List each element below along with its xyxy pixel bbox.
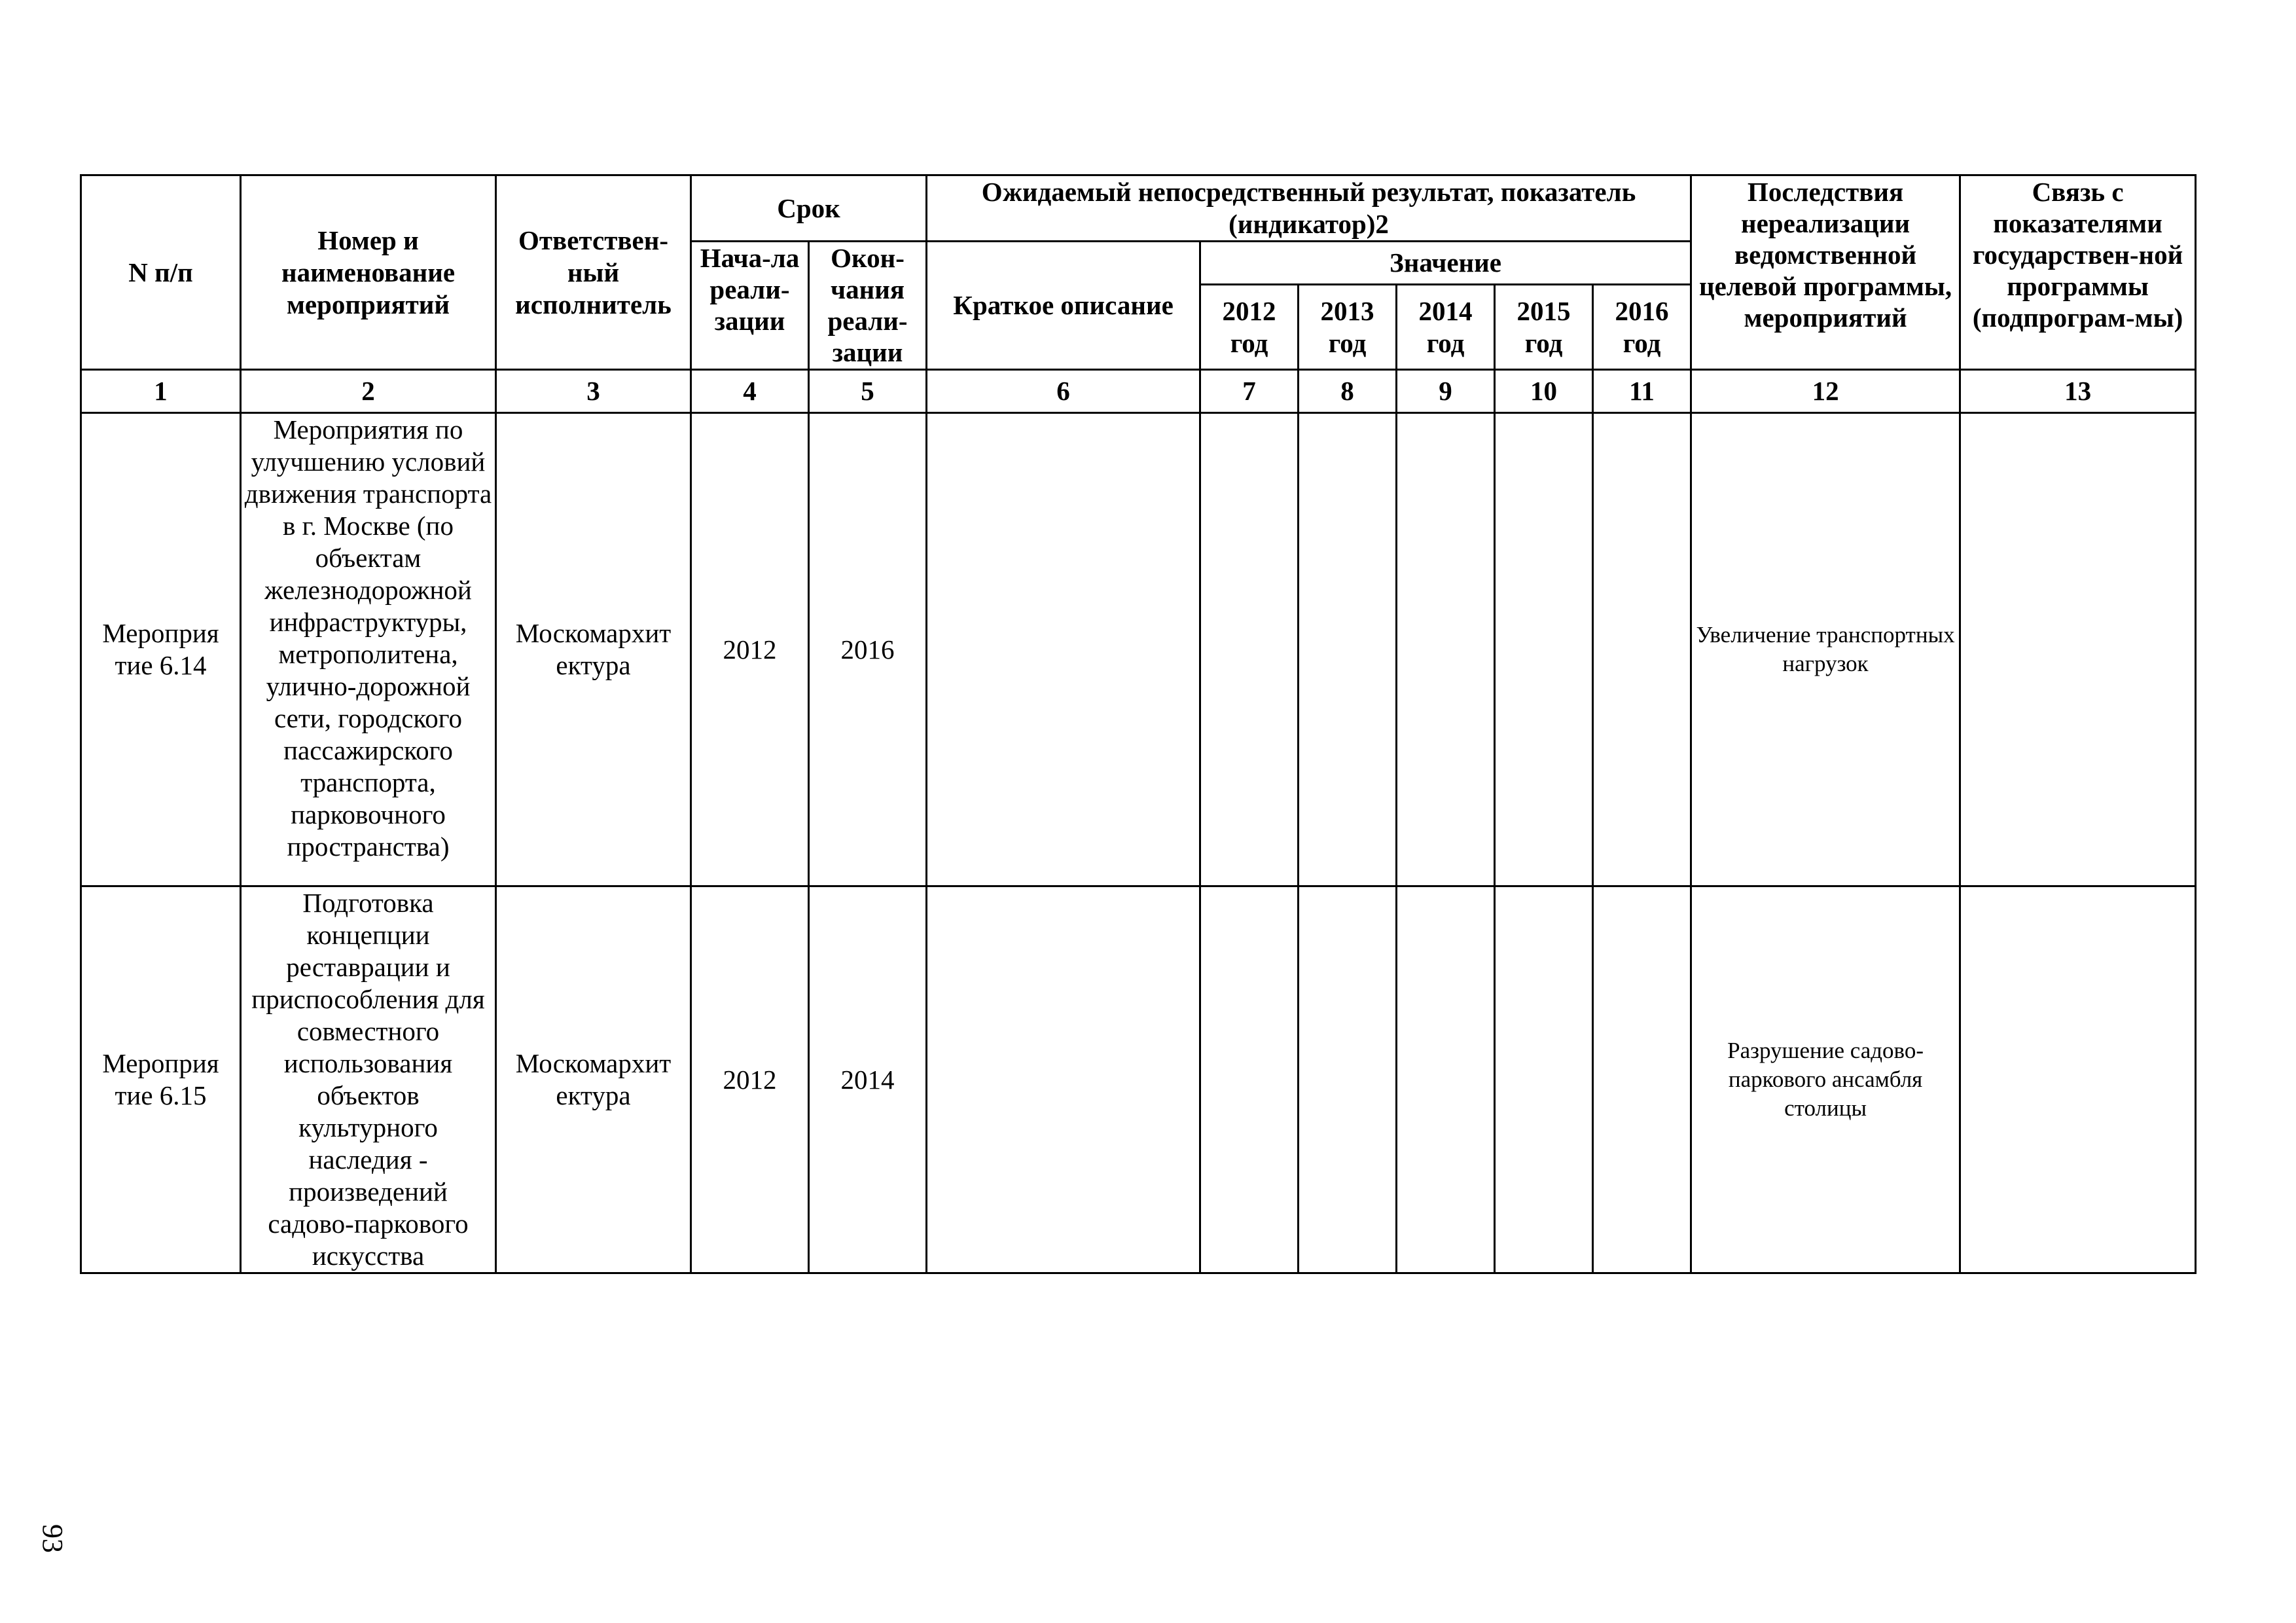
header-name: Номер и наименование мероприятий	[241, 175, 496, 370]
column-number: 9	[1397, 370, 1495, 413]
measure-number: Мероприя тие 6.15	[81, 886, 241, 1273]
header-year-2013: 2013 год	[1299, 285, 1397, 370]
measure-value-2012	[1200, 413, 1299, 886]
measure-consequences: Разрушение садово-паркового ансамбля столицы	[1691, 886, 1960, 1273]
measure-consequences: Увеличение транспортных нагрузок	[1691, 413, 1960, 886]
column-number-row	[81, 370, 2196, 413]
table-row	[81, 886, 2196, 1273]
measure-responsible: Москомархит ектура	[496, 886, 691, 1273]
measure-value-2016	[1593, 413, 1691, 886]
measure-start-year: 2012	[691, 886, 809, 1273]
header-term: Срок	[691, 175, 927, 242]
measure-value-2013	[1299, 886, 1397, 1273]
page-number: 93	[37, 1524, 69, 1553]
measure-value-2014	[1397, 413, 1495, 886]
column-number: 10	[1495, 370, 1593, 413]
column-number: 7	[1200, 370, 1299, 413]
column-number: 13	[1960, 370, 2196, 413]
measure-number: Мероприя тие 6.14	[81, 413, 241, 886]
header-year-2016: 2016 год	[1593, 285, 1691, 370]
header-num: N п/п	[81, 175, 241, 370]
header-value: Значение	[1200, 242, 1691, 285]
column-number: 1	[81, 370, 241, 413]
measure-program-link	[1960, 886, 2196, 1273]
header-responsible: Ответствен-ный исполнитель	[496, 175, 691, 370]
header-expected-result: Ожидаемый непосредственный результат, показатель (индикатор)2	[927, 175, 1691, 242]
header-year-2014: 2014 год	[1397, 285, 1495, 370]
measure-value-2013	[1299, 413, 1397, 886]
header-consequences: Последствия нереализации ведомственной целевой программы, мероприятий	[1691, 175, 1960, 370]
column-number: 11	[1593, 370, 1691, 413]
header-program-link: Связь с показателями государствен-ной программы (подпрограм-мы)	[1960, 175, 2196, 370]
measure-value-2012	[1200, 886, 1299, 1273]
measure-end-year: 2016	[809, 413, 927, 886]
header-row-1	[81, 175, 2196, 242]
measure-value-2015	[1495, 413, 1593, 886]
measure-value-2015	[1495, 886, 1593, 1273]
header-year-2012: 2012 год	[1200, 285, 1299, 370]
column-number: 8	[1299, 370, 1397, 413]
column-number: 12	[1691, 370, 1960, 413]
measure-description	[927, 886, 1200, 1273]
header-description: Краткое описание	[927, 242, 1200, 370]
measure-value-2014	[1397, 886, 1495, 1273]
measure-end-year: 2014	[809, 886, 927, 1273]
column-number: 6	[927, 370, 1200, 413]
measure-start-year: 2012	[691, 413, 809, 886]
column-number: 2	[241, 370, 496, 413]
measure-value-2016	[1593, 886, 1691, 1273]
column-number: 5	[809, 370, 927, 413]
measure-description	[927, 413, 1200, 886]
column-number: 3	[496, 370, 691, 413]
header-end: Окон-чания реали-зации	[809, 242, 927, 370]
header-year-2015: 2015 год	[1495, 285, 1593, 370]
header-start: Нача-ла реали-зации	[691, 242, 809, 370]
measure-responsible: Москомархит ектура	[496, 413, 691, 886]
column-number: 4	[691, 370, 809, 413]
measure-name: Подготовка концепции реставрации и приспособления для совместного использования объектов культурного наследия - произведений садово-паркового искусства	[241, 886, 496, 1273]
measure-name: Мероприятия по улучшению условий движения транспорта в г. Москве (по объектам железнодорожной инфраструктуры, метрополитена, улично-дорожной сети, городского пассажирского транспорта, парковочного пространства)	[241, 413, 496, 886]
program-table	[80, 174, 2197, 1274]
table-row	[81, 413, 2196, 886]
measure-program-link	[1960, 413, 2196, 886]
